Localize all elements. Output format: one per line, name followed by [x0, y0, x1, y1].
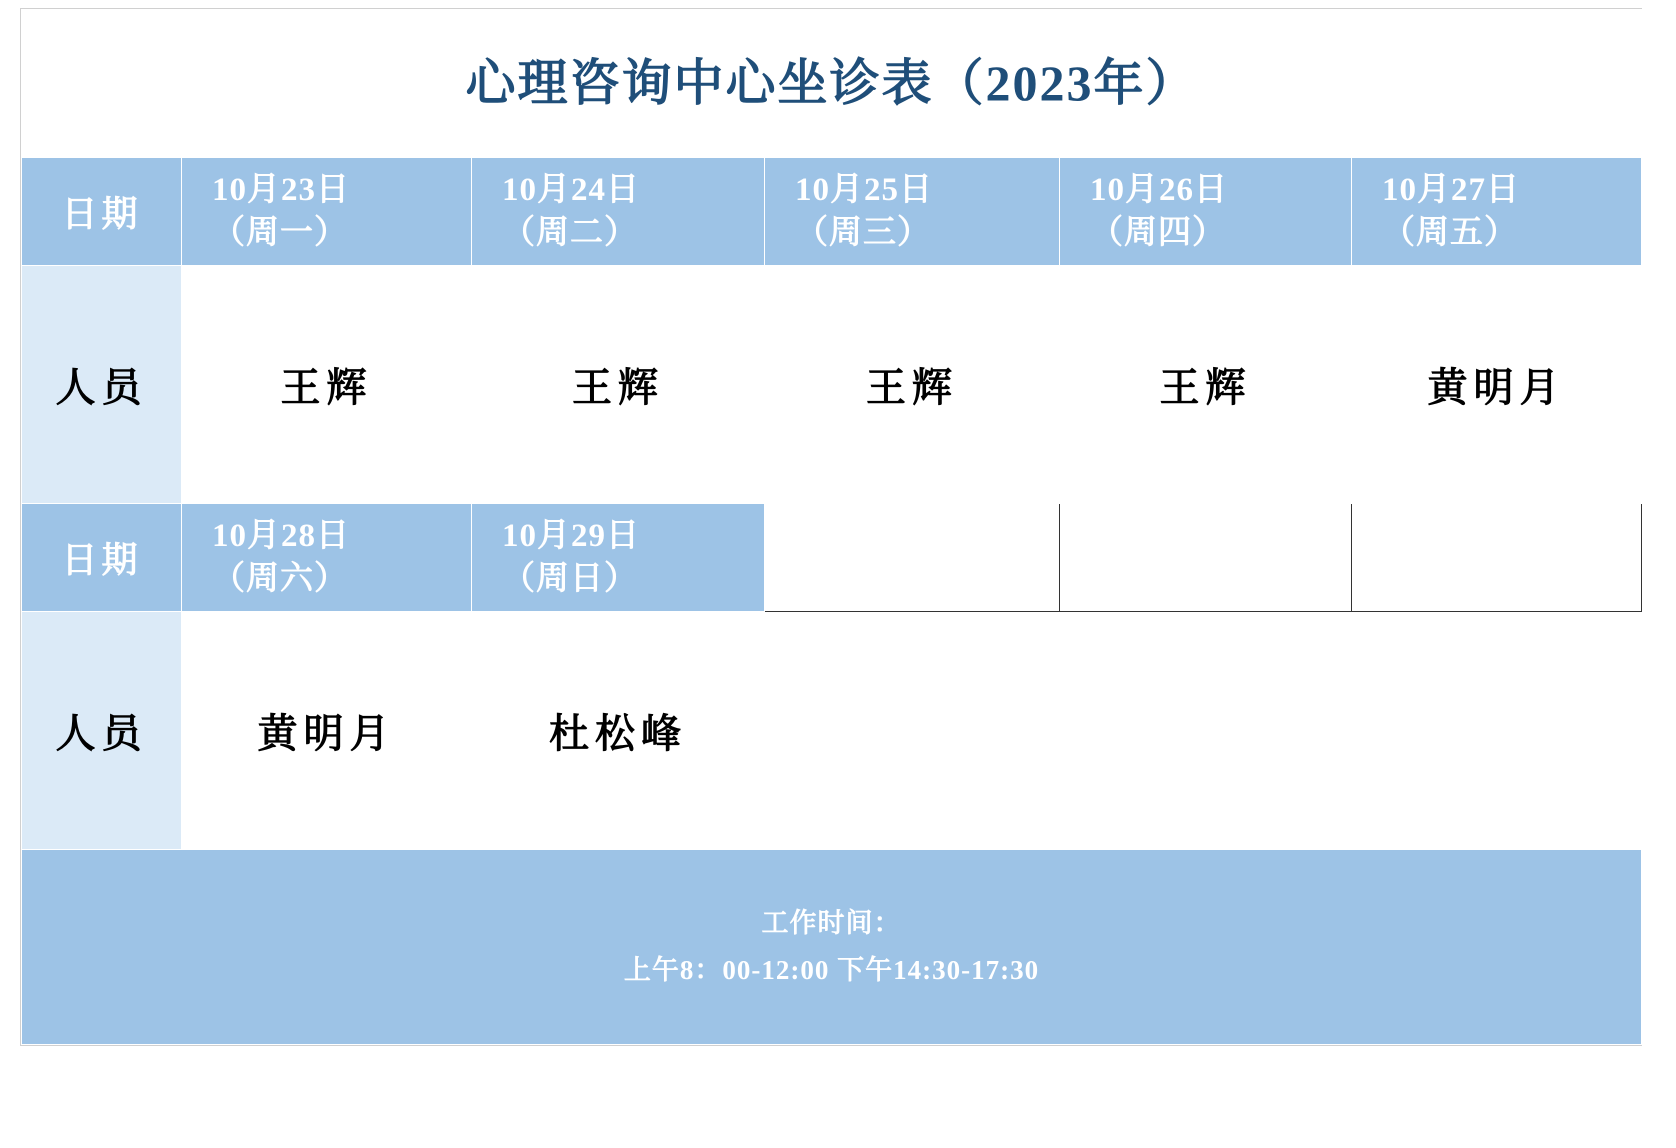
row-label-date-1: 日期 — [22, 158, 182, 266]
date-cell-w1-2: 10月24日 （周二） — [472, 158, 765, 266]
week1-date-header-row — [22, 158, 1642, 266]
person-cell-w2-5 — [1352, 612, 1642, 850]
week2-person-row — [22, 612, 1642, 850]
schedule-table — [21, 9, 1642, 1045]
working-hours-row — [22, 850, 1642, 1045]
week1-person-row — [22, 266, 1642, 504]
person-cell-w1-5: 黄明月 — [1352, 266, 1642, 504]
working-hours-title: 工作时间： — [761, 907, 902, 938]
row-label-person-2: 人员 — [22, 612, 182, 850]
person-cell-w2-2: 杜松峰 — [472, 612, 765, 850]
person-cell-w1-4: 王辉 — [1060, 266, 1352, 504]
week2-date-header-row — [22, 504, 1642, 612]
person-cell-w2-1: 黄明月 — [182, 612, 472, 850]
date-cell-w1-1: 10月23日 （周一） — [182, 158, 472, 266]
row-label-person-1: 人员 — [22, 266, 182, 504]
person-cell-w1-3: 王辉 — [765, 266, 1060, 504]
working-hours-text — [22, 900, 1641, 995]
schedule-sheet — [20, 8, 1642, 1046]
working-hours-cell — [22, 850, 1642, 1045]
title-row — [22, 10, 1642, 158]
date-cell-w2-2: 10月29日 （周日） — [472, 504, 765, 612]
date-cell-w2-3 — [765, 504, 1060, 612]
person-cell-w2-3 — [765, 612, 1060, 850]
person-cell-w1-2: 王辉 — [472, 266, 765, 504]
page-title: 心理咨询中心坐诊表（2023年） — [465, 55, 1198, 111]
title-cell — [22, 10, 1642, 158]
working-hours-detail: 上午8：00-12:00 下午14:30-17:30 — [623, 955, 1040, 985]
date-cell-w2-1: 10月28日 （周六） — [182, 504, 472, 612]
person-cell-w1-1: 王辉 — [182, 266, 472, 504]
date-cell-w2-4 — [1060, 504, 1352, 612]
date-cell-w1-5: 10月27日 （周五） — [1352, 158, 1642, 266]
date-cell-w2-5 — [1352, 504, 1642, 612]
date-cell-w1-4: 10月26日 （周四） — [1060, 158, 1352, 266]
person-cell-w2-4 — [1060, 612, 1352, 850]
date-cell-w1-3: 10月25日 （周三） — [765, 158, 1060, 266]
row-label-date-2: 日期 — [22, 504, 182, 612]
